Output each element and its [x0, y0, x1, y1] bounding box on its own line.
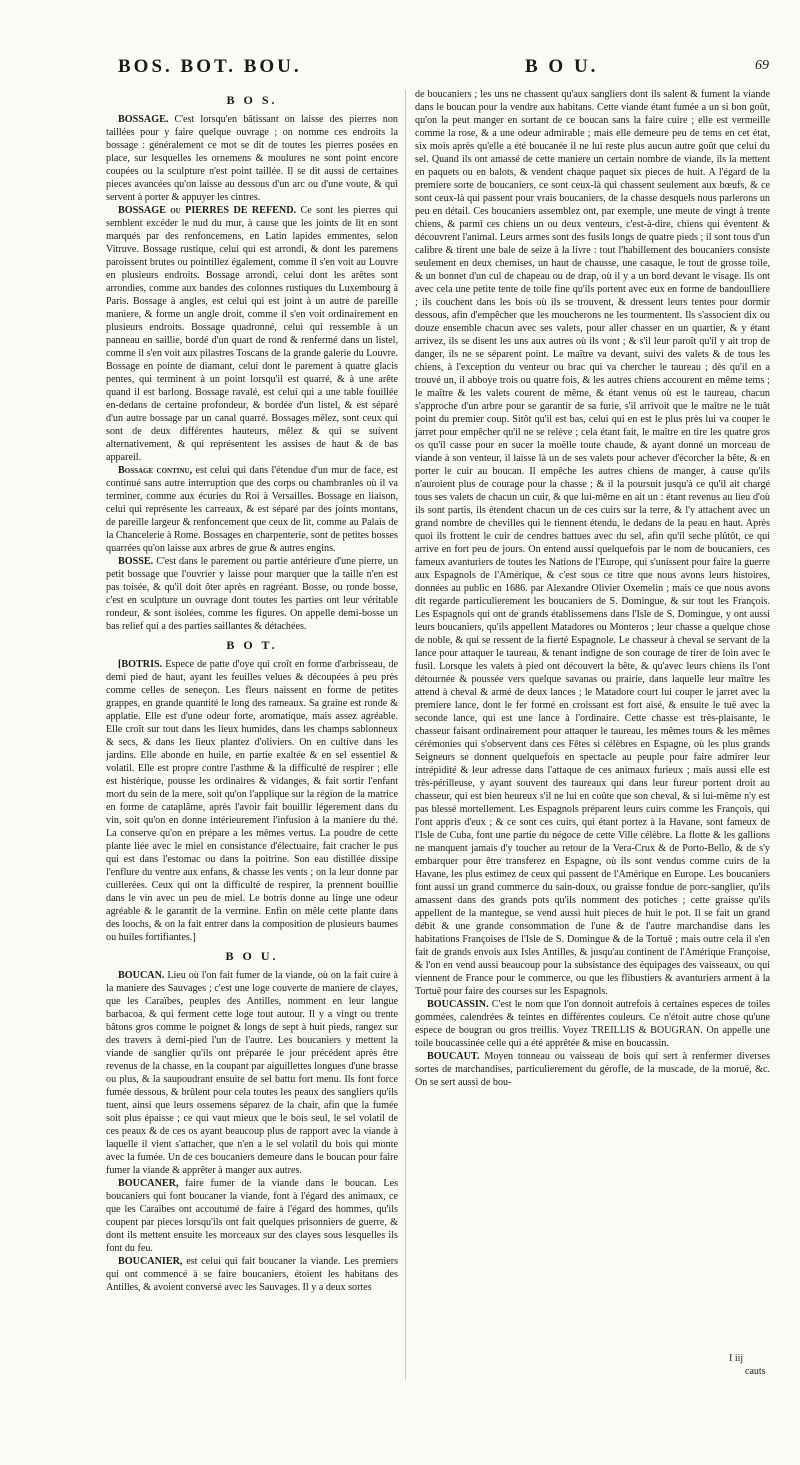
entry-bossage-refend: BOSSAGE ou PIERRES DE REFEND. Ce sont les pierres qui semblent excéder le nud du mur, à cause que les joints de lit en sont marqués par des renfoncemens, en Latin lapides emmentes, selon Vitruve. Bossage rustique, celui qui est arrondi, & dont les paremens paroissent brutes ou pointillez également, comme il s'en voit au Louvre en plusieurs endroits. Bossage arrondi, celui dont les arêtes sont arrondies, comme aux bandes des colonnes rustiques du Luxembourg à Paris. Bossage à angles, est celui qui est joint à un autre de pareille maniere, & forme un angle droit, comme il s'en voit ordinairement en plusieurs endroits. Bossage quadronné, celui qui ressemble à un panneau en saillie, bordé d'un quart de rond & renfermé dans un listel, comme il s'en voit aux pilastres Toscans de la grande galerie du Louvre. Bossage en pointe de diamant, celui dont le parement à quatre glacis pentes, qui terminent à un point lorsqu'il est quarré, & à une arête quand il est barlong. Bossage ravalé, est celui qui a une table fouillée en-dedans de certaine profondeur, & bordée d'un listel, & est séparé d'un autre bossage par un canal quarré. Bossages mêlez, sont ceux qui sont de deux différentes hauteurs, mêlez & qui se suivent alternativement, & qui représentent les assises de haut & de bas appareil. — [106, 205, 399, 463]
entry-botris: [BOTRIS. Espece de patte d'oye qui croît en forme d'arbrisseau, de demi pied de haut, ayant les feuilles velues & découpées à peu près comme celles de seneçon. Les fleurs naissent en forme de petites grappes, en grande quantité le long des rameaux. Sa graine est ronde & applatie. Elle est d'une odeur forte, aromatique, mais assez agréable. Elle croît sur tout dans les lieux humides, dans les champs sablonneux & secs, & dans les lieux plantez d'oliviers. On en cultive dans les jardins. Elle abonde en huile, en partie exaltée & en sel essentiel & volatil. Elle est propre contre l'asthme & la difficulté de respirer ; elle est histérique, pousse les ordinaires & vidanges, & fait sortir l'enfant mort du sein de la mere, soit qu'on l'applique sur la région de la matrice en forme de cataplâme, après l'avoir fait bouillir légerement dans du vin, soit qu'on en donne intérieurement l'infusion à la maniere du thé. La conserve qu'on en prépare a les mêmes vertus. La poudre de cette plante liée avec le miel en consistance d'électuaire, fait cracher le pus qui est dans l'estomac ou dans la poitrine. Son eau distillée dissipe l'enflure du ventre aux enfans, & chasse les vents ; on la leur donne par cuillerées. Ceux qui ont la difficulté de respirer, la prennent bouillie dans le vin avec un peu de miel. Le botris donne au linge une odeur agréable & le garantit de la vermine. Enfin on mêle cette plante dans des loochs, & on la fait entrer dans la composition de plusieurs baumes ou huiles fortifiantes.] — [106, 659, 399, 943]
right-column — [415, 88, 770, 1089]
entry-boucassin: BOUCASSIN. C'est le nom que l'on donnoit autrefois à certaines especes de toiles gommées, calendrées & teintes en différentes couleurs. Ce n'étoit autre chose qu'une espece de bougran ou gros treillis. Voyez TREILLIS & BOUGRAN. On appelle une toile boucassinée celle qui a été apprêtée & mise en boucassin. — [415, 999, 770, 1049]
signature-mark: I iij — [729, 1353, 744, 1364]
entry-bossage-continu: Bossage continu, est celui qui dans l'étendue d'un mur de face, est continué sans autre interruption que des corps ou chambranles où il va terminer, comme aux écuries du Roi à Versailles. Bossage en liaison, celui qui représente les carreaux, & est séparé par des joints montans, de pareille largeur & renfoncement que ceux de lit, comme au Palais de la Chancelerie à Rome. Bossages en charpenterie, sont de petites bosses quarrées qu'on laisse aux arbres de grue & autres engins. — [106, 465, 398, 554]
section-heading-bou: B O U. — [225, 949, 279, 963]
section-heading-bot: B O T. — [226, 638, 278, 652]
page-number: 69 — [755, 58, 769, 73]
entry-bosse: BOSSE. C'est dans le parement ou partie antérieure d'une pierre, un petit bossage que l'ouvrier y laisse pour marquer que la taille n'en est pas toisée, & qu'il doit ôter après en ragréant. Bosse, ou ronde bosse, c'est en sculpture un ouvrage dont toutes les parties ont leur véritable rondeur, & sont isolées, comme les figures. On appelle demi-bosse un bas relief qui a des parties saillantes & détachées. — [106, 556, 399, 632]
entry-boucaut: BOUCAUT. Moyen tonneau ou vaisseau de bois qui sert à renfermer diverses sortes de marchandises, particulierement du gérofle, de la muscade, de la moruë, &c. On se sert aussi de bou- — [415, 1051, 771, 1088]
entry-boucanier-continued: de boucaniers ; les uns ne chassent qu'aux sangliers dont ils salent & fument la viande dans le boucan pour la vendre aux habitans. Cette viande étant fumée a un si bon goût, qu'on la peut manger en sortant de ce boucan sans la faire cuire ; elle est vermeille comme la rose, & a une odeur admirable ; mais elle demeure peu de tems en cet état, six mois après qu'elle a été boucanée il ne lui reste plus aucun autre goût que celui du sel. Quand ils ont amassé de cette maniere un certain nombre de viande, ils la mettent en paquets ou en balots, & vendent chaque paquet six pieces de huit. A l'égard de la premiere sorte de boucaniers, ce sont ceux-là qui chassent seulement aux bœufs, & ce sont ceux-là qui passent pour vrais boucaniers, de la chasse desquels nous parlerons un peu en détail. Ces boucaniers assemblez ont, par exemple, une meute de vingt à trente chiens, & parmi ces chiens un ou deux venteurs, c'est-à-dire, chiens qui éventent & découvrent l'animal. Leurs armes sont des fusils longs de quatre pieds ; il sont tous d'un calibre & tirent une bale de seize à la livre : tout l'habillement des boucaniers consiste seulement en deux chemises, un haut de chausse, une casaque, le tout de grosse toile, & un bonnet d'un cul de chapeau ou de drap, où il y a un bord devant le visage. Ils ont avec cela une petite tente de toile fine qu'ils portent avec eux en forme de bandoulliere ; ils couchent dans les bois où ils se trouvent, & dressent leurs tentes pour dormir dessous, afin d'empêcher que les moucherons ne les tourmentent. Ils s'associent dix ou douze ensemble chacun avec ses valets, pour aller chasser en un quartier, & y étant arrivez, ils se disent les uns aux autres où ils vont ; & s'il leur paroît qu'il y ait trop de danger, ils ne se séparent point. Le maître va devant, suivi des valets & de tous les chiens, à l'exception du venteur ou brac qui va chercher le taureau ; dès qu'il en a trouvé un, il abboye trois ou quatre fois, & les autres chiens accourent en même tems ; le maître & les valets courent de même, & étant venus où est le taureau, chacun s'approche d'un arbre pour se garantir de sa furie, s'il arrivoit que le maître ne le tuât point du premier coup. Sitôt qu'il est bas, celui qui en est le plus près lui va couper le jarret pour empêcher qu'il ne se relève ; cela étant fait, le maître en tire les quatre gros os qu'il casse pour en sucer la moëlle toute chaude, & ayant donné un morceau de viande à son venteur, il laisse là un de ses valets pour achever d'écorcher la bête, & en porter le cuir au boucan. Il empêche les autres chiens de manger, à cause qu'ils n'auroient plus de courage pour la chasse ; & il la poursuit jusqu'à ce qu'il ait chargé tous ses valets de chacun un cuir, & que lui-même en ait un : étant revenus au lieu d'où ils sont partis, ils étendent chacun un de ces cuirs sur la terre, & l'y attachent avec un grand nombre de chevilles qui le tiennent étendu, le dedans de la peau en haut. Après quoi ils frottent le cuir de cendres battues avec du sel, afin qu'il seche plûtôt, ce qui arrive en fort peu de jours. On entend aussi quelquefois par le nom de boucaniers, ces fameux avanturiers de toutes les Nations de l'Europe, qui s'unissent pour faire la guerre aux Espagnols de l'Amérique, & c'est sous ce titre que nous avons leurs histoires, données au public en 1686. par Alexandre Olivier Oxemelin ; mais ce que nous avons dit regarde particulierement les boucaniers de S. Domingue, & sur tout les François. Les Espagnols qui ont de grands établissemens dans l'Isle de S. Domingue, y ont aussi leurs boucaniers, qu'ils appellent Matadores ou Monteros ; leur chasse a quelque chose de noble, & qui se ressent de la fierté Espagnole. Le chasseur à cheval se servant de la lance pour attaquer le taureau, & tenant indigne de son courage de tirer de loin avec le fusil. Lorsque les valets à pied ont découvert la bête, & qu'avec leurs chiens ils l'ont détournée & poussée vers quelque savanas ou prairie, dans laquelle leur maître les attend à cheval & armé de deux lances ; le Matadore court lui couper le jarret avec la premiere lance, dont le fer formé en croissant est fort aisé, & ensuite le tuë avec la seconde lance, qui est une lance à l'ordinaire. Cette chasse est très-plaisante, le chasseur faisant ordinairement pour attaquer le taureau, les mêmes tours & les mêmes cérémonies qui s'observent dans ces Fêtes si célèbres en Espagne, où les plus grands Seigneurs se donnent quelquefois en spectacle au peuple pour faire admirer leur intrépidité & leur adresse dans l'attaque de ces animaux furieux ; mais aussi elle est très-périlleuse, y ayant souvent des taureaux qui dans leur fureur portent droit au chasseur, qui est bien heureux s'il ne lui en coûte que son cheval, & si lui-même n'y est pas blessé mortellement. Les Espagnols préparent leurs cuirs comme les François, qui l'ont appris d'eux ; & ce sont ces cuirs, qui étant portez à la Havane, sont fameux de l'Isle de Cuba, font une partie du négoce de cette Ville célèbre. La flotte & les gallions ne manquent jamais d'y toucher au retour de la Vera-Crux & de Porto-Bello, & de s'y embarquer pour être transferez en Espagne, où ils sont vendus comme cuirs de la Havane, les plus estimez de ceux qui passent de l'Amérique en Europe. Les boucaniers font aussi un grand commerce du sain-doux, ou graisse fondue de porc-sanglier, qu'ils amassent dans des grands pots qu'ils nomment des potiches ; cette graisse qu'ils appellent de la mantegue, se vend aussi huit pieces de huit le pot. Il se fait un grand débit & une grande consommation de l'une & de l'autre marchandise dans les habitations Françoises de l'Isle de S. Domingue & de la Tortuë ; mais outre cela il s'en fait de grands envois aux Isles Antilles, & jusqu'au continent de l'Amérique Françoise, & l'on en vend aussi beaucoup pour la subsistance des équipages des vaisseaux, ou qui viennent de France pour le commerce, ou que les flibustiers & avanturiers arment à la Tortuë pour faire des courses sur les Espagnols. — [415, 89, 770, 997]
entry-boucanier: BOUCANIER, est celui qui fait boucaner la viande. Les premiers qui ont commencé à se faire boucaniers, étoient les habitans des Antilles, & avoient conversé avec les Sauvages. Il y a deux sortes — [106, 1256, 399, 1293]
column-divider — [405, 90, 406, 1380]
catchword: cauts — [745, 1366, 766, 1377]
entry-boucan: BOUCAN. Lieu où l'on fait fumer de la viande, où on la fait cuire à la maniere des Sauvages ; c'est une loge couverte de maniere de clayes, que les Caraïbes, peuples des Antilles, nomment en leur langue barbacoa, & qui ferment cette loge tout autour. Il y a vingt ou trente bâtons gros comme le poignet & longs de sept à huit pieds, rangez sur des travers à demi-pied l'un de l'autre. Les boucaniers y mettent la viande de sanglier qu'ils ont préparée le jour précédent après être revenus de la chasse, en la coupant par aiguillettes longues d'une brasse ou plus, & la saupoudrant ensuite de sel battu fort menu. Ils font force fumée dessous, & brûlent pour cela toutes les peaux des sangliers qu'ils tuent, ainsi que leurs ossemens séparez de la chair, afin que la fumée soit plus épaisse ; ce qui vaut mieux que le bois seul, le sel volatil de ces peaux & de ces os ayant beaucoup plus de rapport avec la viande à laquelle il vient s'attacher, que n'en a le sel volatil du bois qui monte avec la fumée. Un de ces boucaniers demeure dans le boucan pour faire fumer la viande & apprêter à manger aux autres. — [106, 970, 399, 1176]
section-heading-bos: B O S. — [226, 93, 278, 107]
entry-boucaner: BOUCANER, faire fumer de la viande dans le boucan. Les boucaniers qui font boucaner la viande, font à l'égard des animaux, ce que les Caraïbes ont accoutumé de faire à l'égard des hommes, qu'ils coupent par pieces lorsqu'ils ont fait quelques prisonniers de guerre, & dont ils mettent ensuite les morceaux sur des clayes sous lesquelles ils font du feu. — [106, 1178, 399, 1254]
running-head-center: B O U. — [525, 56, 599, 77]
running-head-left: BOS. BOT. BOU. — [118, 56, 302, 77]
entry-bossage: BOSSAGE. C'est lorsqu'en bâtissant on laisse des pierres non taillées pour y faire quelque ouvrage ; on nomme ces endroits la bossage : généralement ce mot se dit de toutes les pierres posées en place, sur lesquelles les ornemens & moulures ne sont point encore coupées ou la sculpture n'est point taillée. Il se dit aussi de certaines pieces avancées qu'on laisse au dessous d'un arc ou d'une voute, & qui servent à porter & appuyer les cintres. — [106, 114, 398, 203]
left-column — [106, 88, 398, 1294]
